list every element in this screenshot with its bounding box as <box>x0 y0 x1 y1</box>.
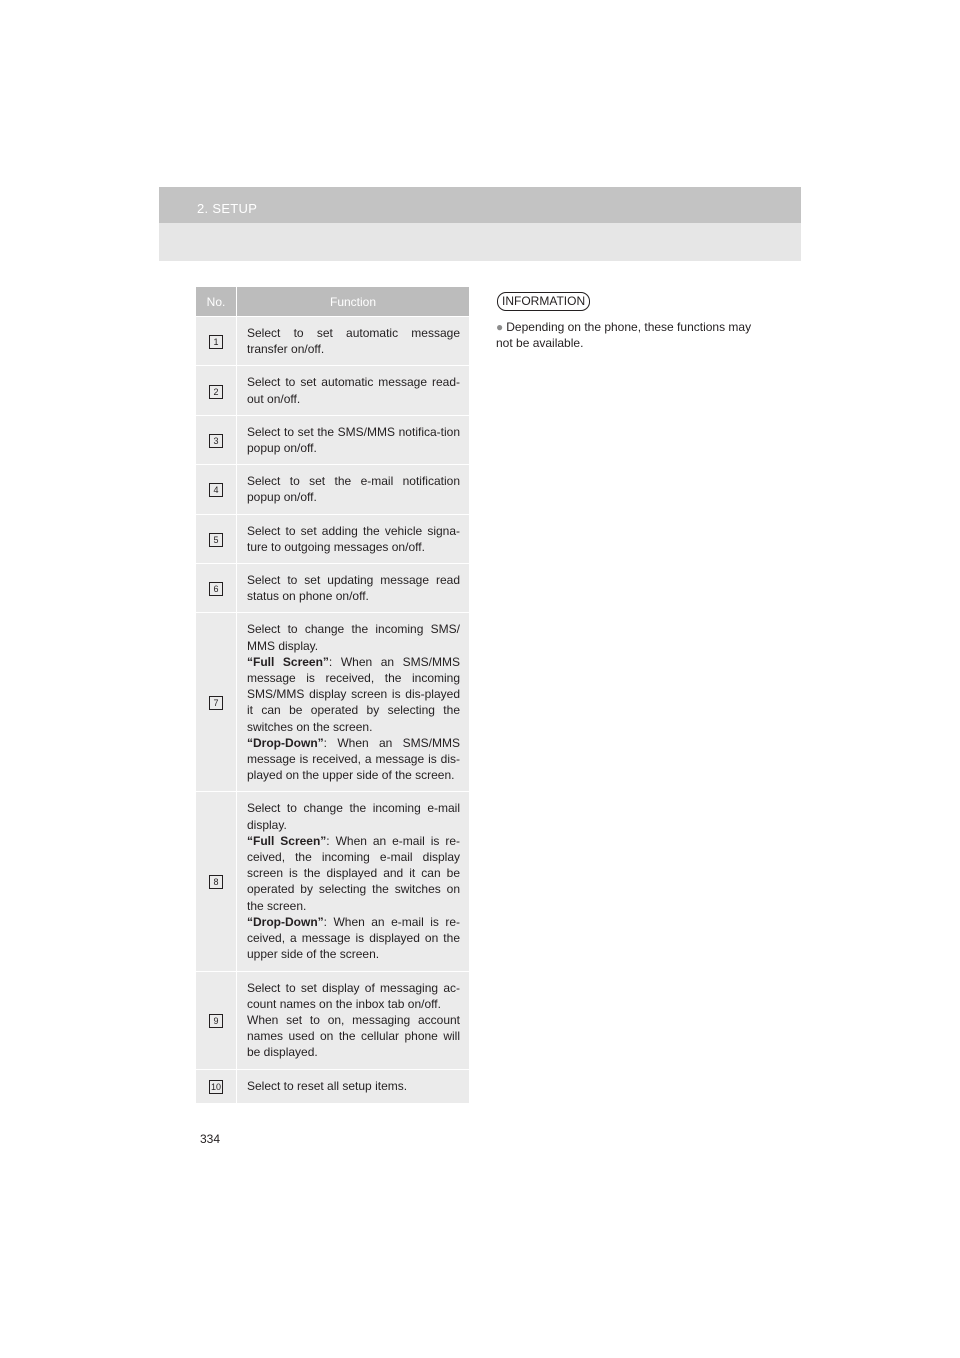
row-number-cell <box>196 564 237 613</box>
row-number-cell <box>196 514 237 563</box>
function-text: Select to set automatic message read-out on/off. <box>247 375 460 406</box>
function-text: Select to set automatic message transfer on/off. <box>247 326 460 357</box>
information-label: INFORMATION <box>497 292 590 311</box>
row-number-cell <box>196 366 237 415</box>
section-title: 2. SETUP <box>197 201 258 216</box>
page-number: 334 <box>200 1132 221 1146</box>
number-badge: 9 <box>209 1014 223 1028</box>
table-header-row <box>196 287 469 317</box>
number-badge: 3 <box>209 434 223 448</box>
row-number-cell <box>196 613 237 792</box>
number-badge: 6 <box>209 582 223 596</box>
option-text: : When an e-mail is re-ceived, a message is displayed on the upper side of the screen. <box>247 914 460 962</box>
information-text: Depending on the phone, these functions may not be available. <box>496 320 752 350</box>
table-row <box>196 971 469 1069</box>
row-function-cell <box>237 971 470 1069</box>
table-row <box>196 613 469 792</box>
option-full-screen <box>247 654 460 735</box>
number-badge: 1 <box>209 335 223 349</box>
function-text: Select to set the SMS/MMS notifica-tion popup on/off. <box>247 424 460 456</box>
option-text: : When an SMS/MMS message is received, a message is dis-played on the upper side of the screen. <box>247 735 460 783</box>
option-text: : When an SMS/MMS message is received, the incoming SMS/MMS display screen is dis-played it can be operated by selecting the switches on the screen. <box>247 654 460 734</box>
column-header-no: No. <box>196 287 237 317</box>
option-text: : When an e-mail is re-ceived, the incoming e-mail display screen is the displayed and it can be operated by selecting the switches on the screen. <box>247 833 461 913</box>
row-function-cell <box>237 564 470 613</box>
number-badge: 10 <box>210 1082 221 1093</box>
table-row <box>196 564 469 613</box>
option-term: “Drop-Down” <box>247 914 324 929</box>
option-term: “Drop-Down” <box>247 735 324 750</box>
row-number-cell <box>196 465 237 514</box>
function-text: Select to change the incoming SMS/ MMS display. <box>247 622 460 653</box>
function-text: When set to on, messaging account names used on the cellular phone will be displayed. <box>247 1012 460 1060</box>
row-number-cell <box>196 792 237 971</box>
row-function-cell <box>237 366 470 415</box>
row-number-cell <box>196 1069 237 1103</box>
table-row <box>196 792 469 971</box>
function-text: Select to set updating message read status on phone on/off. <box>247 573 460 604</box>
column-header-function: Function <box>237 287 470 317</box>
option-drop-down <box>247 914 460 963</box>
row-number-cell <box>196 415 237 464</box>
table-row <box>196 415 469 464</box>
number-badge: 7 <box>209 696 223 710</box>
section-header-bar <box>159 187 801 223</box>
number-badge: 4 <box>209 483 223 497</box>
function-table <box>196 287 469 1103</box>
function-text: Select to set adding the vehicle signa-ture to outgoing messages on/off. <box>247 523 460 554</box>
table-row <box>196 465 469 514</box>
information-note <box>496 319 766 351</box>
table-row <box>196 514 469 563</box>
section-header <box>159 187 801 261</box>
number-badge: 5 <box>209 533 223 547</box>
row-function-cell <box>237 1069 470 1103</box>
table-row <box>196 317 469 366</box>
option-term: “Full Screen” <box>247 833 327 848</box>
function-text: Select to set the e-mail notification popup on/off. <box>247 474 460 505</box>
option-term: “Full Screen” <box>247 654 329 669</box>
function-text: Select to change the incoming e-mail display. <box>247 801 460 832</box>
row-function-cell <box>237 613 470 792</box>
function-text: Select to reset all setup items. <box>247 1079 408 1094</box>
row-function-cell <box>237 415 470 464</box>
table-row <box>196 1069 469 1103</box>
number-badge: 2 <box>209 385 223 399</box>
bullet-icon: ● <box>496 320 504 334</box>
row-function-cell <box>237 465 470 514</box>
option-full-screen <box>247 833 460 914</box>
table-row <box>196 366 469 415</box>
row-number-cell <box>196 317 237 366</box>
option-drop-down <box>247 735 460 784</box>
row-function-cell <box>237 792 470 971</box>
row-function-cell <box>237 514 470 563</box>
function-text: Select to set display of messaging ac-count names on the inbox tab on/off. <box>247 980 460 1011</box>
row-number-cell <box>196 971 237 1069</box>
row-function-cell <box>237 317 470 366</box>
number-badge: 8 <box>209 875 223 889</box>
